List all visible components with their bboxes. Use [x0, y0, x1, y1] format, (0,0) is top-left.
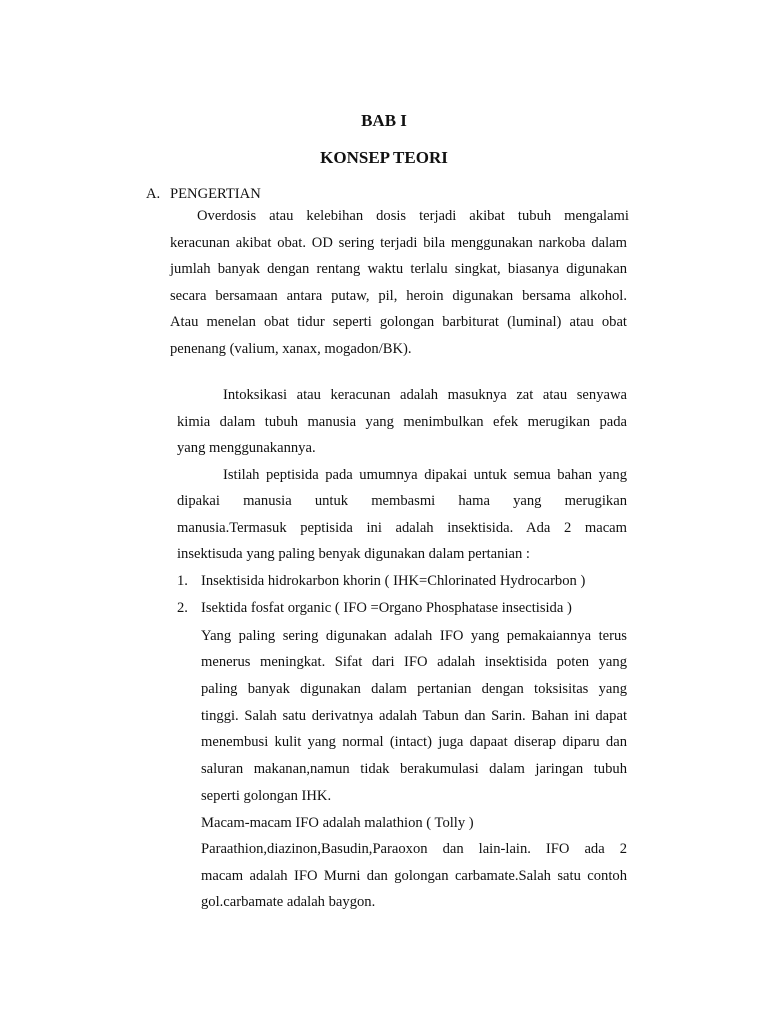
section-letter: A.: [146, 186, 161, 202]
list-number: 2.: [177, 600, 188, 616]
list-number: 1.: [177, 573, 188, 589]
paragraph-1-line: secara bersamaan antara putaw, pil, heroin digunakan bersama alkohol.: [170, 288, 627, 304]
word: dosis: [376, 208, 407, 224]
paragraph-1-line: Atau menelan obat tidur seperti golongan barbiturat (luminal) atau obat: [170, 314, 627, 330]
chapter-number: BAB I: [361, 111, 407, 130]
paragraph-3-line: manusia.Termasuk peptisida ini adalah insektisida. Ada 2 macam: [177, 520, 627, 536]
paragraph-1-first-line: [197, 207, 629, 225]
chapter-title: KONSEP TEORI: [320, 148, 448, 167]
word: terjadi: [419, 208, 457, 224]
word: atau: [269, 208, 294, 224]
paragraph-5-line: Paraathion,diazinon,Basudin,Paraoxon dan lain-lain. IFO ada 2: [201, 841, 627, 857]
section-heading: PENGERTIAN: [170, 186, 261, 202]
word: Overdosis: [197, 208, 257, 224]
list-item: Insektisida hidrokarbon khorin ( IHK=Chlorinated Hydrocarbon ): [201, 573, 586, 589]
paragraph-1-line: jumlah banyak dengan rentang waktu terlalu singkat, biasanya digunakan: [170, 261, 627, 277]
paragraph-5-line: macam adalah IFO Murni dan golongan carbamate.Salah satu contoh: [201, 868, 627, 884]
paragraph-1-line: penenang (valium, xanax, mogadon/BK).: [170, 341, 412, 357]
paragraph-4-line: saluran makanan,namun tidak berakumulasi dalam jaringan tubuh: [201, 761, 627, 777]
paragraph-5-line: Macam-macam IFO adalah malathion ( Tolly ): [201, 815, 474, 831]
list-item: Isektida fosfat organic ( IFO =Organo Phosphatase insectisida ): [201, 600, 572, 616]
paragraph-4-line: Yang paling sering digunakan adalah IFO yang pemakaiannya terus: [201, 628, 627, 644]
paragraph-2-line: yang menggunakannya.: [177, 440, 316, 456]
paragraph-1-line: keracunan akibat obat. OD sering terjadi bila menggunakan narkoba dalam: [170, 235, 627, 251]
paragraph-2-line: Intoksikasi atau keracunan adalah masuknya zat atau senyawa: [223, 387, 627, 403]
word: mengalami: [564, 208, 629, 224]
paragraph-3-line: insektisuda yang paling benyak digunakan dalam pertanian :: [177, 546, 530, 562]
paragraph-2-line: kimia dalam tubuh manusia yang menimbulkan efek merugikan pada: [177, 414, 627, 430]
paragraph-3-line: Istilah peptisida pada umumnya dipakai untuk semua bahan yang: [223, 467, 627, 483]
paragraph-4-line: menerus meningkat. Sifat dari IFO adalah insektisida poten yang: [201, 654, 627, 670]
word: tubuh: [517, 208, 552, 224]
paragraph-4-line: seperti golongan IHK.: [201, 788, 332, 804]
paragraph-3-line: dipakai manusia untuk membasmi hama yang merugikan: [177, 493, 627, 509]
word: kelebihan: [306, 208, 364, 224]
word: akibat: [469, 208, 505, 224]
paragraph-4-line: tinggi. Salah satu derivatnya adalah Tabun dan Sarin. Bahan ini dapat: [201, 708, 627, 724]
paragraph-5-line: gol.carbamate adalah baygon.: [201, 894, 376, 910]
paragraph-4-line: menembusi kulit yang normal (intact) juga dapaat diserap diparu dan: [201, 734, 627, 750]
paragraph-4-line: paling banyak digunakan dalam pertanian dengan toksisitas yang: [201, 681, 627, 697]
